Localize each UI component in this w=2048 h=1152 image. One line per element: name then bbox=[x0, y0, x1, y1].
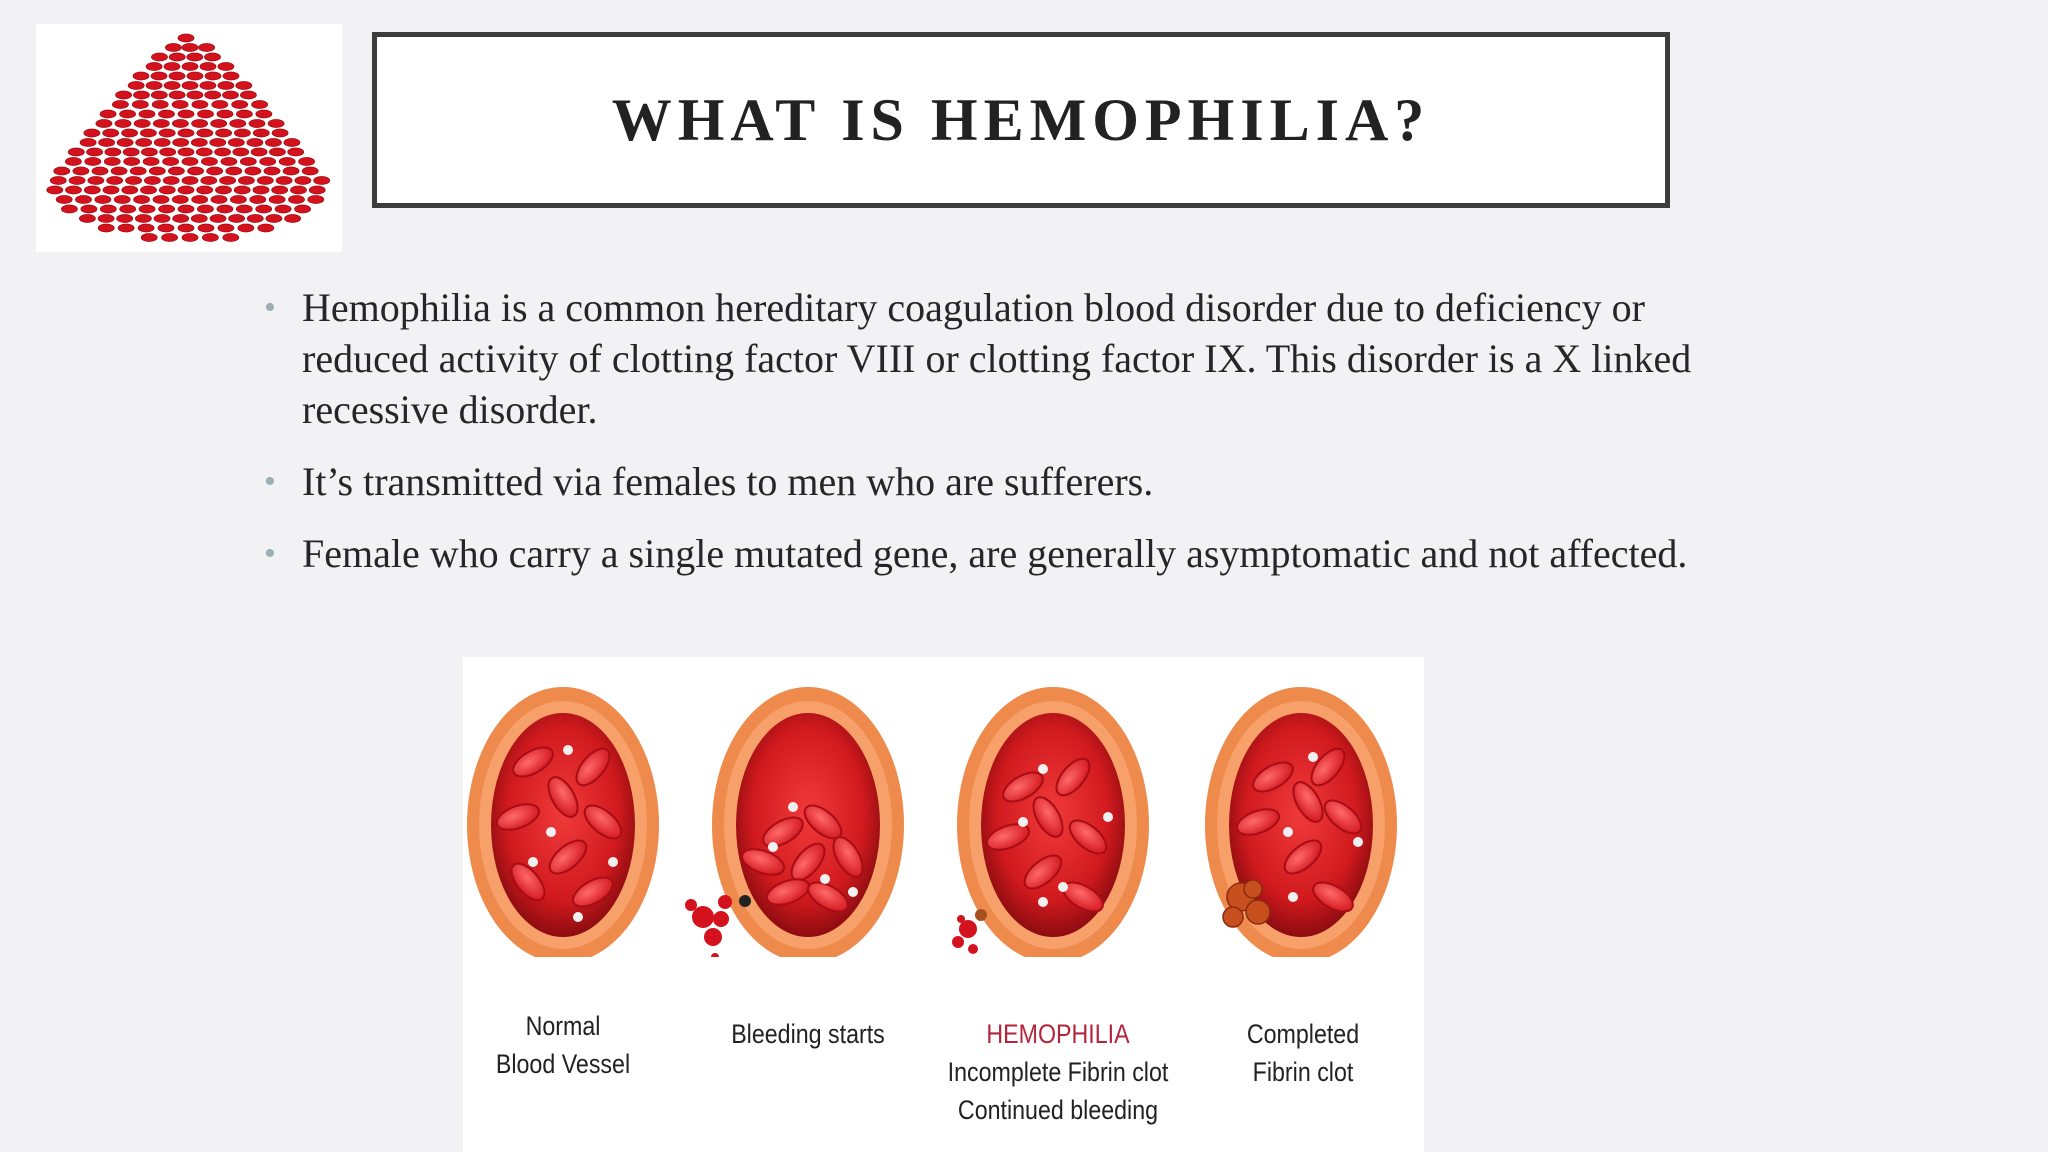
blood-cell-icon bbox=[226, 167, 242, 175]
blood-cell-icon bbox=[173, 139, 189, 147]
blood-cell-icon bbox=[114, 196, 130, 204]
blood-cell-icon bbox=[211, 196, 227, 204]
blood-cell-icon bbox=[192, 101, 208, 109]
blood-cell-icon bbox=[182, 63, 198, 71]
blood-cell-icon bbox=[265, 139, 281, 147]
blood-cell-icon bbox=[229, 215, 245, 223]
blood-cell-icon bbox=[151, 72, 167, 80]
blood-cell-icon bbox=[134, 91, 150, 99]
blood-cell-icon bbox=[191, 215, 207, 223]
blood-cell-icon bbox=[96, 120, 112, 128]
blood-cell-icon bbox=[196, 148, 212, 156]
blood-cell-icon bbox=[159, 186, 175, 194]
blood-cell-icon bbox=[218, 82, 234, 90]
blood-cell-icon bbox=[269, 196, 285, 204]
blood-cell-icon bbox=[104, 158, 120, 166]
blood-cell-icon bbox=[200, 82, 216, 90]
bullet-text: Hemophilia is a common hereditary coagulation blood disorder due to deficiency or reduced activity of clotting factor VIII or clotting factor IX. This disorder is a X linked recessive disorder. bbox=[302, 285, 1692, 432]
blood-cell-icon bbox=[141, 186, 157, 194]
blood-cell-icon bbox=[197, 186, 213, 194]
blood-cell-icon bbox=[245, 167, 261, 175]
blood-cell-icon bbox=[217, 110, 233, 118]
blood-cell-icon bbox=[223, 72, 239, 80]
blood-cell-icon bbox=[236, 205, 252, 213]
blood-cell-icon bbox=[205, 91, 221, 99]
blood-cell-icon bbox=[116, 91, 132, 99]
blood-cell-icon bbox=[88, 177, 104, 185]
blood-cell-icon bbox=[205, 53, 221, 61]
blood-cell-icon bbox=[198, 110, 214, 118]
blood-cell-icon bbox=[212, 101, 228, 109]
blood-cell-icon bbox=[223, 234, 239, 242]
blood-cell-icon bbox=[308, 196, 324, 204]
blood-cell-icon bbox=[291, 186, 307, 194]
caption-line: Fibrin clot bbox=[1252, 1057, 1354, 1087]
blood-cell-icon bbox=[199, 44, 215, 52]
blood-cell-icon bbox=[117, 139, 133, 147]
blood-cell-icon bbox=[178, 34, 194, 42]
blood-cell-icon bbox=[285, 215, 301, 223]
blood-cell-icon bbox=[230, 196, 246, 204]
caption-line: Continued bleeding bbox=[957, 1095, 1159, 1125]
blood-cell-icon bbox=[198, 224, 214, 232]
blood-cell-icon bbox=[253, 186, 269, 194]
blood-cell-icon bbox=[295, 205, 311, 213]
blood-cell-icon bbox=[153, 196, 169, 204]
blood-cell-icon bbox=[61, 205, 77, 213]
blood-cell-icon bbox=[140, 129, 156, 137]
blood-cell-icon bbox=[133, 72, 149, 80]
blood-cell-icon bbox=[210, 139, 226, 147]
blood-cell-icon bbox=[154, 139, 170, 147]
blood-cell-icon bbox=[269, 148, 285, 156]
blood-cell-icon bbox=[99, 139, 115, 147]
blood-cell-icon bbox=[178, 110, 194, 118]
blood-cell-icon bbox=[279, 158, 295, 166]
blood-cell-icon bbox=[159, 129, 175, 137]
bullet-text: It’s transmitted via females to men who are sufferers. bbox=[302, 459, 1154, 504]
blood-cell-icon bbox=[95, 196, 111, 204]
blood-cell-icon bbox=[240, 158, 256, 166]
blood-cell-icon bbox=[149, 167, 165, 175]
blood-drop-logo bbox=[36, 24, 342, 252]
blood-cell-icon bbox=[253, 129, 269, 137]
blood-cell-icon bbox=[124, 158, 140, 166]
blood-cell-icon bbox=[50, 177, 66, 185]
hemophilia-vessel-icon bbox=[952, 687, 1149, 957]
blood-cell-icon bbox=[256, 110, 272, 118]
blood-cell-icon bbox=[230, 120, 246, 128]
blood-cell-icon bbox=[228, 139, 244, 147]
blood-cell-icon bbox=[169, 53, 185, 61]
blood-cell-icon bbox=[187, 72, 203, 80]
blood-cell-icon bbox=[73, 167, 89, 175]
blood-cell-icon bbox=[233, 148, 249, 156]
blood-cell-icon bbox=[103, 186, 119, 194]
blood-cell-icon bbox=[107, 177, 123, 185]
blood-cell-icon bbox=[172, 120, 188, 128]
blood-cell-icon bbox=[192, 196, 208, 204]
blood-cell-icon bbox=[146, 63, 162, 71]
blood-cell-icon bbox=[134, 120, 150, 128]
bleeding-vessel-icon bbox=[685, 687, 904, 957]
blood-cell-icon bbox=[178, 205, 194, 213]
blood-cell-icon bbox=[111, 167, 127, 175]
blood-cell-icon bbox=[68, 148, 84, 156]
blood-cell-icon bbox=[169, 72, 185, 80]
blood-cell-icon bbox=[160, 148, 176, 156]
blood-cell-icon bbox=[87, 148, 103, 156]
blood-cell-icon bbox=[144, 177, 160, 185]
blood-cell-icon bbox=[117, 215, 133, 223]
blood-cell-icon bbox=[80, 139, 96, 147]
blood-cell-icon bbox=[201, 177, 217, 185]
blood-cell-icon bbox=[139, 205, 155, 213]
blood-cell-icon bbox=[152, 101, 168, 109]
blood-cell-icon bbox=[238, 177, 254, 185]
blood-cell-icon bbox=[122, 129, 138, 137]
blood-cell-icon bbox=[210, 215, 226, 223]
blood-cell-icon bbox=[302, 167, 318, 175]
blood-cell-icon bbox=[132, 101, 148, 109]
vessel-illustrations bbox=[463, 657, 1424, 957]
blood-cell-icon bbox=[266, 215, 282, 223]
blood-cell-icon bbox=[187, 91, 203, 99]
blood-cell-icon bbox=[172, 196, 188, 204]
caption-line: Blood Vessel bbox=[495, 1049, 631, 1079]
blood-cell-icon bbox=[100, 205, 116, 213]
blood-cell-icon bbox=[216, 186, 232, 194]
blood-cell-icon bbox=[258, 224, 274, 232]
blood-cell-icon bbox=[182, 82, 198, 90]
blood-cell-icon bbox=[288, 148, 304, 156]
caption-line: Bleeding starts bbox=[731, 1019, 885, 1049]
blood-cell-icon bbox=[135, 215, 151, 223]
blood-cell-icon bbox=[299, 158, 315, 166]
bullet-item bbox=[262, 282, 1762, 435]
blood-cell-icon bbox=[65, 158, 81, 166]
blood-cell-icon bbox=[123, 148, 139, 156]
caption-completed bbox=[1217, 1015, 1389, 1091]
caption-highlight: HEMOPHILIA bbox=[986, 1019, 1130, 1049]
blood-cell-icon bbox=[158, 224, 174, 232]
blood-cell-icon bbox=[197, 129, 213, 137]
blood-cell-icon bbox=[182, 44, 198, 52]
blood-cell-icon bbox=[128, 82, 144, 90]
bullet-text: Female who carry a single mutated gene, are generally asymptomatic and not affected. bbox=[302, 531, 1688, 576]
blood-cell-icon bbox=[122, 186, 138, 194]
blood-cell-icon bbox=[240, 91, 256, 99]
blood-cell-icon bbox=[146, 82, 162, 90]
blood-cell-icon bbox=[100, 110, 116, 118]
caption-hemophilia bbox=[933, 1015, 1182, 1129]
blood-cell-icon bbox=[172, 101, 188, 109]
blood-cell-icon bbox=[220, 177, 236, 185]
blood-cell-icon bbox=[163, 177, 179, 185]
blood-cell-icon bbox=[272, 129, 288, 137]
blood-cell-icon bbox=[202, 234, 218, 242]
blood-cell-icon bbox=[260, 158, 276, 166]
bullet-dot-icon: • bbox=[264, 463, 276, 500]
caption-normal bbox=[477, 1007, 649, 1083]
blood-cells-drop-icon bbox=[36, 24, 342, 252]
blood-cell-icon bbox=[178, 148, 194, 156]
blood-cell-icon bbox=[284, 139, 300, 147]
blood-cell-icon bbox=[164, 63, 180, 71]
blood-cell-icon bbox=[182, 234, 198, 242]
blood-cell-icon bbox=[151, 91, 167, 99]
blood-cell-icon bbox=[163, 158, 179, 166]
blood-cell-icon bbox=[47, 186, 63, 194]
bullet-item bbox=[262, 528, 1762, 579]
blood-cell-icon bbox=[251, 148, 267, 156]
blood-cell-icon bbox=[268, 120, 284, 128]
blood-cell-icon bbox=[216, 129, 232, 137]
blood-cell-icon bbox=[168, 167, 184, 175]
blood-cell-icon bbox=[54, 167, 70, 175]
bullet-list bbox=[262, 282, 1762, 600]
blood-cell-icon bbox=[76, 196, 92, 204]
blood-cell-icon bbox=[173, 215, 189, 223]
caption-line: Completed bbox=[1246, 1019, 1360, 1049]
normal-vessel-icon bbox=[467, 687, 659, 957]
blood-cell-icon bbox=[126, 177, 142, 185]
blood-cell-icon bbox=[257, 177, 273, 185]
blood-cell-icon bbox=[272, 186, 288, 194]
blood-cell-icon bbox=[178, 129, 194, 137]
blood-cell-icon bbox=[130, 167, 146, 175]
bullet-dot-icon: • bbox=[264, 535, 276, 572]
blood-cell-icon bbox=[141, 234, 157, 242]
blood-cell-icon bbox=[247, 215, 263, 223]
blood-cell-icon bbox=[136, 139, 152, 147]
blood-cell-icon bbox=[66, 186, 82, 194]
blood-cell-icon bbox=[141, 148, 157, 156]
blood-cell-icon bbox=[217, 205, 233, 213]
blood-cell-icon bbox=[218, 63, 234, 71]
blood-cell-icon bbox=[182, 177, 198, 185]
blood-cell-icon bbox=[85, 158, 101, 166]
blood-cell-icon bbox=[211, 120, 227, 128]
blood-cell-icon bbox=[103, 129, 119, 137]
blood-cell-icon bbox=[309, 186, 325, 194]
hemophilia-clotting-diagram bbox=[463, 657, 1424, 1152]
blood-cell-icon bbox=[234, 129, 250, 137]
blood-cell-icon bbox=[152, 53, 168, 61]
caption-bleeding bbox=[692, 1015, 924, 1053]
blood-cell-icon bbox=[238, 224, 254, 232]
blood-cell-icon bbox=[162, 234, 178, 242]
blood-cell-icon bbox=[182, 158, 198, 166]
blood-cell-icon bbox=[232, 101, 248, 109]
blood-cell-icon bbox=[247, 139, 263, 147]
blood-cell-icon bbox=[223, 91, 239, 99]
blood-cell-icon bbox=[264, 167, 280, 175]
blood-cell-icon bbox=[236, 82, 252, 90]
blood-cell-icon bbox=[218, 224, 234, 232]
blood-cell-icon bbox=[164, 82, 180, 90]
blood-cell-icon bbox=[84, 129, 100, 137]
blood-cell-icon bbox=[192, 120, 208, 128]
blood-cell-icon bbox=[118, 224, 134, 232]
blood-cell-icon bbox=[165, 44, 181, 52]
blood-cell-icon bbox=[69, 177, 85, 185]
blood-cell-icon bbox=[98, 215, 114, 223]
blood-cell-icon bbox=[295, 177, 311, 185]
bullet-item bbox=[262, 456, 1762, 507]
blood-cell-icon bbox=[138, 224, 154, 232]
blood-cell-icon bbox=[256, 205, 272, 213]
blood-cell-icon bbox=[275, 205, 291, 213]
completed-clot-vessel-icon bbox=[1205, 687, 1397, 957]
blood-cell-icon bbox=[252, 101, 268, 109]
title-box bbox=[372, 32, 1670, 208]
blood-cell-icon bbox=[236, 110, 252, 118]
blood-cell-icon bbox=[120, 110, 136, 118]
blood-cell-icon bbox=[289, 196, 305, 204]
blood-cell-icon bbox=[159, 110, 175, 118]
blood-cell-icon bbox=[115, 120, 131, 128]
blood-cell-icon bbox=[187, 53, 203, 61]
page-title: WHAT IS HEMOPHILIA? bbox=[611, 86, 1431, 153]
blood-cell-icon bbox=[139, 110, 155, 118]
blood-cell-icon bbox=[98, 224, 114, 232]
blood-cell-icon bbox=[188, 167, 204, 175]
blood-cell-icon bbox=[79, 215, 95, 223]
blood-cell-icon bbox=[200, 63, 216, 71]
blood-cell-icon bbox=[205, 72, 221, 80]
blood-cell-icon bbox=[159, 205, 175, 213]
blood-cell-icon bbox=[314, 177, 330, 185]
blood-cell-icon bbox=[250, 196, 266, 204]
blood-cell-icon bbox=[134, 196, 150, 204]
blood-cell-icon bbox=[112, 101, 128, 109]
blood-cell-icon bbox=[81, 205, 97, 213]
blood-cell-icon bbox=[143, 158, 159, 166]
caption-line: Incomplete Fibrin clot bbox=[947, 1057, 1169, 1087]
blood-cell-icon bbox=[207, 167, 223, 175]
blood-cell-icon bbox=[221, 158, 237, 166]
blood-cell-icon bbox=[201, 158, 217, 166]
blood-cell-icon bbox=[249, 120, 265, 128]
bullet-dot-icon: • bbox=[264, 289, 276, 326]
blood-cell-icon bbox=[92, 167, 108, 175]
blood-cell-icon bbox=[215, 148, 231, 156]
blood-cell-icon bbox=[120, 205, 136, 213]
caption-line: Normal bbox=[525, 1011, 601, 1041]
blood-cell-icon bbox=[154, 215, 170, 223]
blood-cell-icon bbox=[84, 186, 100, 194]
blood-cell-icon bbox=[178, 186, 194, 194]
blood-cell-icon bbox=[197, 205, 213, 213]
blood-cell-icon bbox=[283, 167, 299, 175]
blood-cell-icon bbox=[105, 148, 121, 156]
blood-cell-icon bbox=[234, 186, 250, 194]
blood-cell-icon bbox=[276, 177, 292, 185]
blood-cell-icon bbox=[169, 91, 185, 99]
blood-cell-icon bbox=[56, 196, 72, 204]
blood-cell-icon bbox=[178, 224, 194, 232]
blood-cell-icon bbox=[153, 120, 169, 128]
blood-cell-icon bbox=[191, 139, 207, 147]
